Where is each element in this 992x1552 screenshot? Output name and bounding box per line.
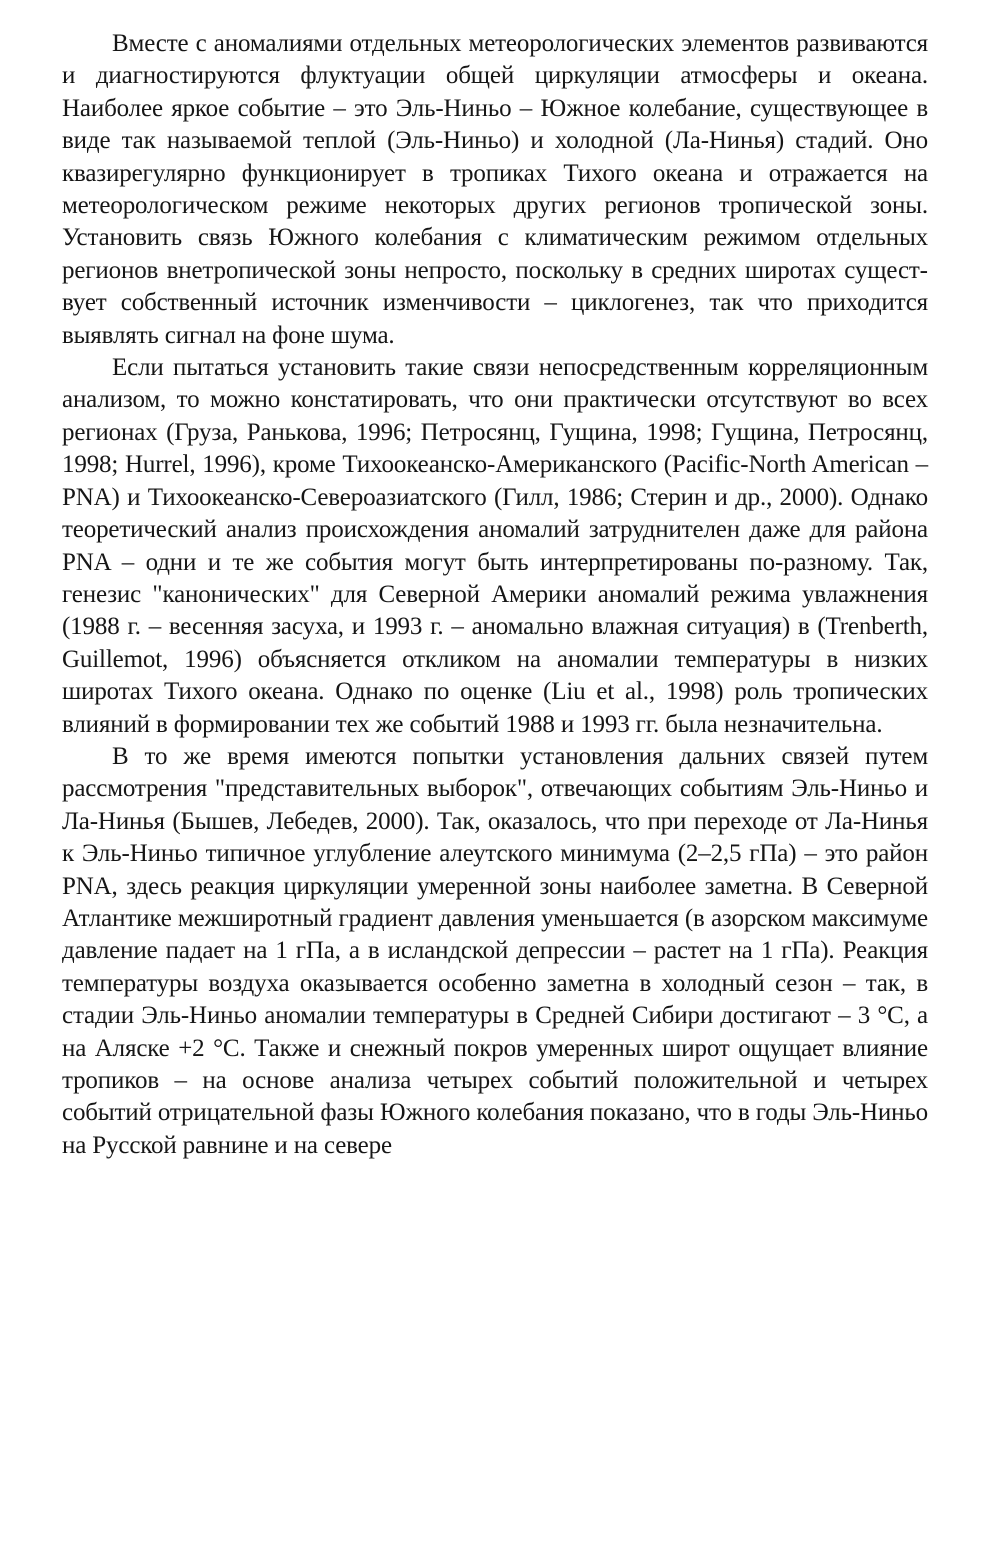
paragraph-1: Вместе с аномалиями отдельных метеорологических элементов развиваются и диагностируются флуктуации общей циркуляции атмосферы и океана. Наиболее яркое событие – это Эль-Ниньо – Южное колебание, существующее в виде так называемой теплой (Эль-Ниньо) и холодной (Ла-Нинья) стадий. Оно квазирегулярно функционирует в тропиках Тихого океана и отражается на метеорологическом режиме некоторых других регионов тропической зоны. Установить связь Южного колебания с климатическим режимом отдельных регионов внетропической зоны непросто, поскольку в средних широтах существует собственный источник изменчивости – циклогенез, так что приходится выявлять сигнал на фоне шума. xyxy=(62,30,928,349)
document-page xyxy=(62,28,928,1162)
paragraph-3: В то же время имеются попытки установления дальних связей путем рассмотрения "представительных выборок", отвечающих событиям Эль-Ниньо и Ла-Нинья (Бышев, Лебедев, 2000). Так, оказалось, что при переходе от Ла-Нинья к Эль-Ниньо типичное углубление алеутского минимума (2–2,5 гПа) – это район PNA, здесь реакция циркуляции умеренной зоны наиболее заметна. В Северной Атлантике межширотный градиент давления уменьшается (в азорском максимуме давление падает на 1 гПа, а в исландской депрессии – растет на 1 гПа). Реакция температуры воздуха оказывается особенно заметна в холодный сезон – так, в стадии Эль-Ниньо аномалии температуры в Средней Сибири достигают – 3 °С, а на Аляске +2 °С. Также и снежный покров умеренных широт ощущает влияние тропиков – на основе анализа четырех событий положительной и четырех событий отрицательной фазы Южного колебания показано, что в годы Эль-Ниньо на Русской равнине и на севере xyxy=(62,742,928,1159)
paragraph-2: Если пытаться установить такие связи непосредственным корреляционным анализом, то можно констатировать, что они практически отсутствуют во всех регионах (Груза, Ранькова, 1996; Петросянц, Гущина, 1998; Гущина, Петросянц, 1998; Hurrel, 1996), кроме Тихоокеанско-Американского (Pacific-North American – PNA) и Тихоокеанско-Североазиатского (Гилл, 1986; Стерин и др., 2000). Однако теоретический анализ происхождения аномалий затруднителен даже для района PNA – одни и те же события могут быть интерпретированы по-разному. Так, генезис "канонических" для Северной Америки аномалий режима увлажнения (1988 г. – весенняя засуха, и 1993 г. – аномально влажная ситуация) в (Trenberth, Guillemot, 1996) объясняется откликом на аномалии температуры в низких широтах Тихого океана. Однако по оценке (Liu et al., 1998) роль тропических влияний в формировании тех же событий 1988 и 1993 гг. была незначительна. xyxy=(62,354,928,738)
